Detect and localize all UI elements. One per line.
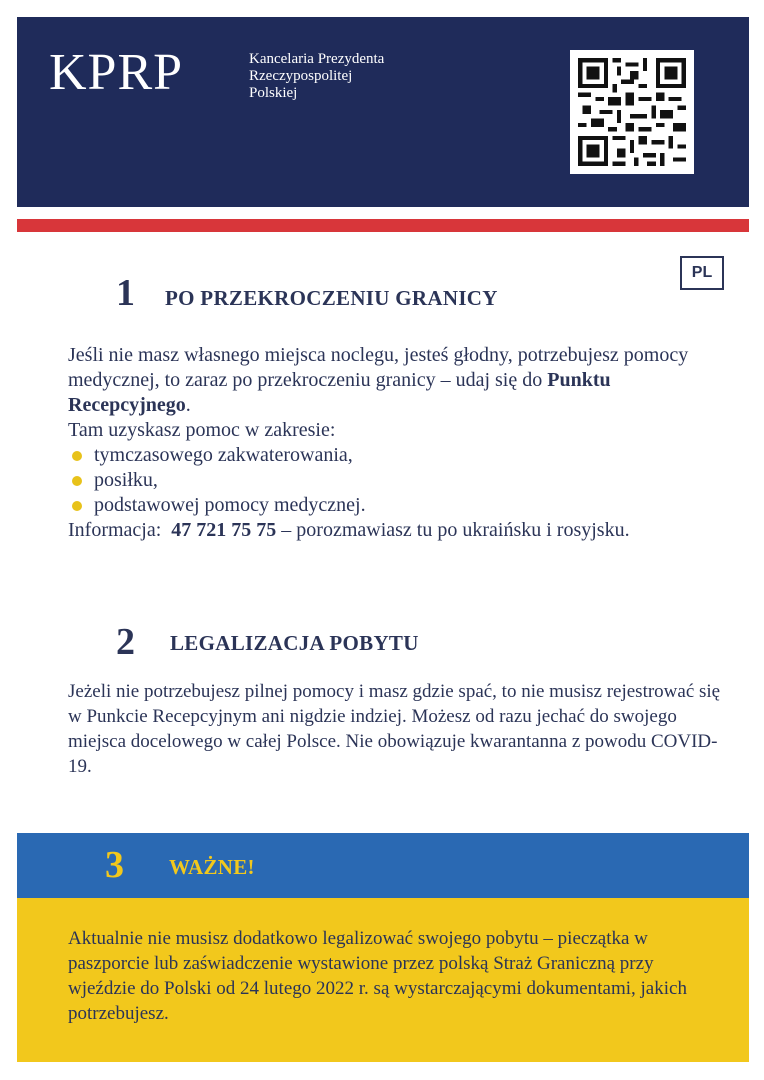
- qr-code-icon: [578, 58, 686, 166]
- bullet-icon: [72, 476, 82, 486]
- section-3-number: 3: [105, 844, 124, 886]
- section-2-title: LEGALIZACJA POBYTU: [170, 631, 419, 655]
- section-3-title: WAŻNE!: [169, 855, 255, 879]
- section-1-body: [68, 343, 708, 543]
- list-item: [68, 443, 708, 468]
- organization-name-line: Rzeczypospolitej: [249, 68, 353, 84]
- organization-name: [249, 51, 384, 102]
- section-1-intro-end: .: [185, 394, 191, 416]
- section-1-intro-text: Jeśli nie masz własnego miejsca noclegu, jesteś głodny, potrzebujesz pomocy medycznej, to zaraz po przekroczeniu granicy – udaj się do: [68, 344, 689, 391]
- help-line: Tam uzyskasz pomoc w zakresie:: [68, 419, 336, 441]
- yellow-band: [17, 898, 749, 1062]
- header-banner: [17, 17, 749, 207]
- bullet-icon: [72, 501, 82, 511]
- qr-code[interactable]: [570, 50, 694, 174]
- blue-band: [17, 833, 749, 898]
- help-list: [68, 443, 708, 518]
- reception-point-name: Punktu Recepcyjnego: [68, 369, 611, 416]
- section-1-intro: [68, 343, 708, 418]
- section-1-number: 1: [116, 272, 135, 314]
- section-2-body: Jeżeli nie potrzebujesz pilnej pomocy i masz gdzie spać, to nie musisz rejestrować się w Punkcie Recepcyjnym ani nigdzie indziej. Możesz od razu jechać do swojego miejsca docelowego w całej Polsce. Nie obowiązuje kwarantanna z powodu COVID-19.: [68, 681, 721, 777]
- section-3-body: Aktualnie nie musisz dodatkowo legalizować swojego pobytu – pieczątka w paszporcie lub zaświadczenie wystawione przez polską Straż Graniczną przy wjeździe do Polski od 24 lutego 2022 r. są wystarczającymi dokumentami, jakich potrzebujesz.: [68, 928, 687, 1024]
- list-item-text: podstawowej pomocy medycznej.: [94, 494, 366, 516]
- list-item-text: posiłku,: [94, 469, 158, 491]
- list-item: [68, 493, 708, 518]
- info-rest: – porozmawiasz tu po ukraińsku i rosyjsku.: [276, 519, 630, 541]
- language-badge: PL: [680, 256, 724, 290]
- organization-name-line: Kancelaria Prezydenta: [249, 51, 385, 67]
- section-2-number: 2: [116, 621, 135, 663]
- list-item-text: tymczasowego zakwaterowania,: [94, 444, 353, 466]
- info-label: Informacja:: [68, 519, 162, 541]
- section-1-title: PO PRZEKROCZENIU GRANICY: [165, 286, 498, 310]
- info-line: [68, 518, 708, 543]
- bullet-icon: [72, 451, 82, 461]
- red-stripe-divider: [17, 219, 749, 232]
- organization-name-line: Polskiej: [249, 85, 298, 101]
- phone-number[interactable]: 47 721 75 75: [171, 519, 277, 541]
- kprp-logo: KPRP: [49, 44, 184, 101]
- list-item: [68, 468, 708, 493]
